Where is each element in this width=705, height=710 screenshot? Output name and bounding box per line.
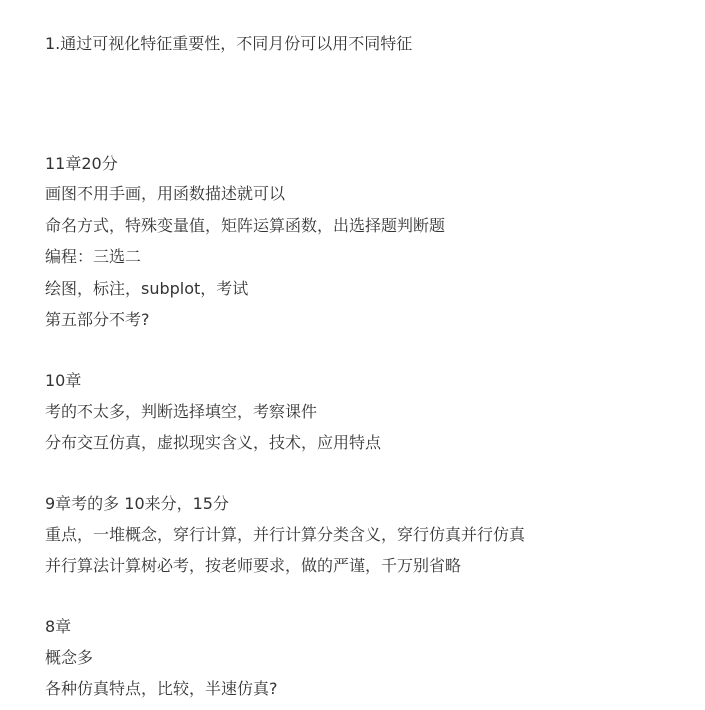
section-heading: 11章20分 bbox=[45, 154, 118, 173]
text-line: 第五部分不考? bbox=[45, 310, 150, 329]
text-line: 并行算法计算树必考，按老师要求，做的严谨，千万别省略 bbox=[45, 556, 462, 575]
text-line: 绘图，标注，subplot，考试 bbox=[45, 279, 249, 298]
text-line: 命名方式，特殊变量值，矩阵运算函数，出选择题判断题 bbox=[45, 216, 446, 235]
text-line: 重点，一堆概念，穿行计算，并行计算分类含义，穿行仿真并行仿真 bbox=[45, 525, 526, 544]
section-heading: 9章考的多 10来分，15分 bbox=[45, 494, 229, 513]
text-line: 画图不用手画，用函数描述就可以 bbox=[45, 184, 286, 203]
text-line: 各种仿真特点，比较，半速仿真? bbox=[45, 679, 278, 698]
section-heading: 10章 bbox=[45, 371, 82, 390]
intro-text: 1.通过可视化特征重要性，不同月份可以用不同特征 bbox=[45, 34, 413, 53]
text-line: 编程：三选二 bbox=[45, 247, 142, 266]
section-heading: 8章 bbox=[45, 617, 72, 636]
text-line: 考的不太多，判断选择填空，考察课件 bbox=[45, 402, 318, 421]
text-line: 分布交互仿真，虚拟现实含义，技术，应用特点 bbox=[45, 433, 382, 452]
text-line: 概念多 bbox=[45, 648, 94, 667]
